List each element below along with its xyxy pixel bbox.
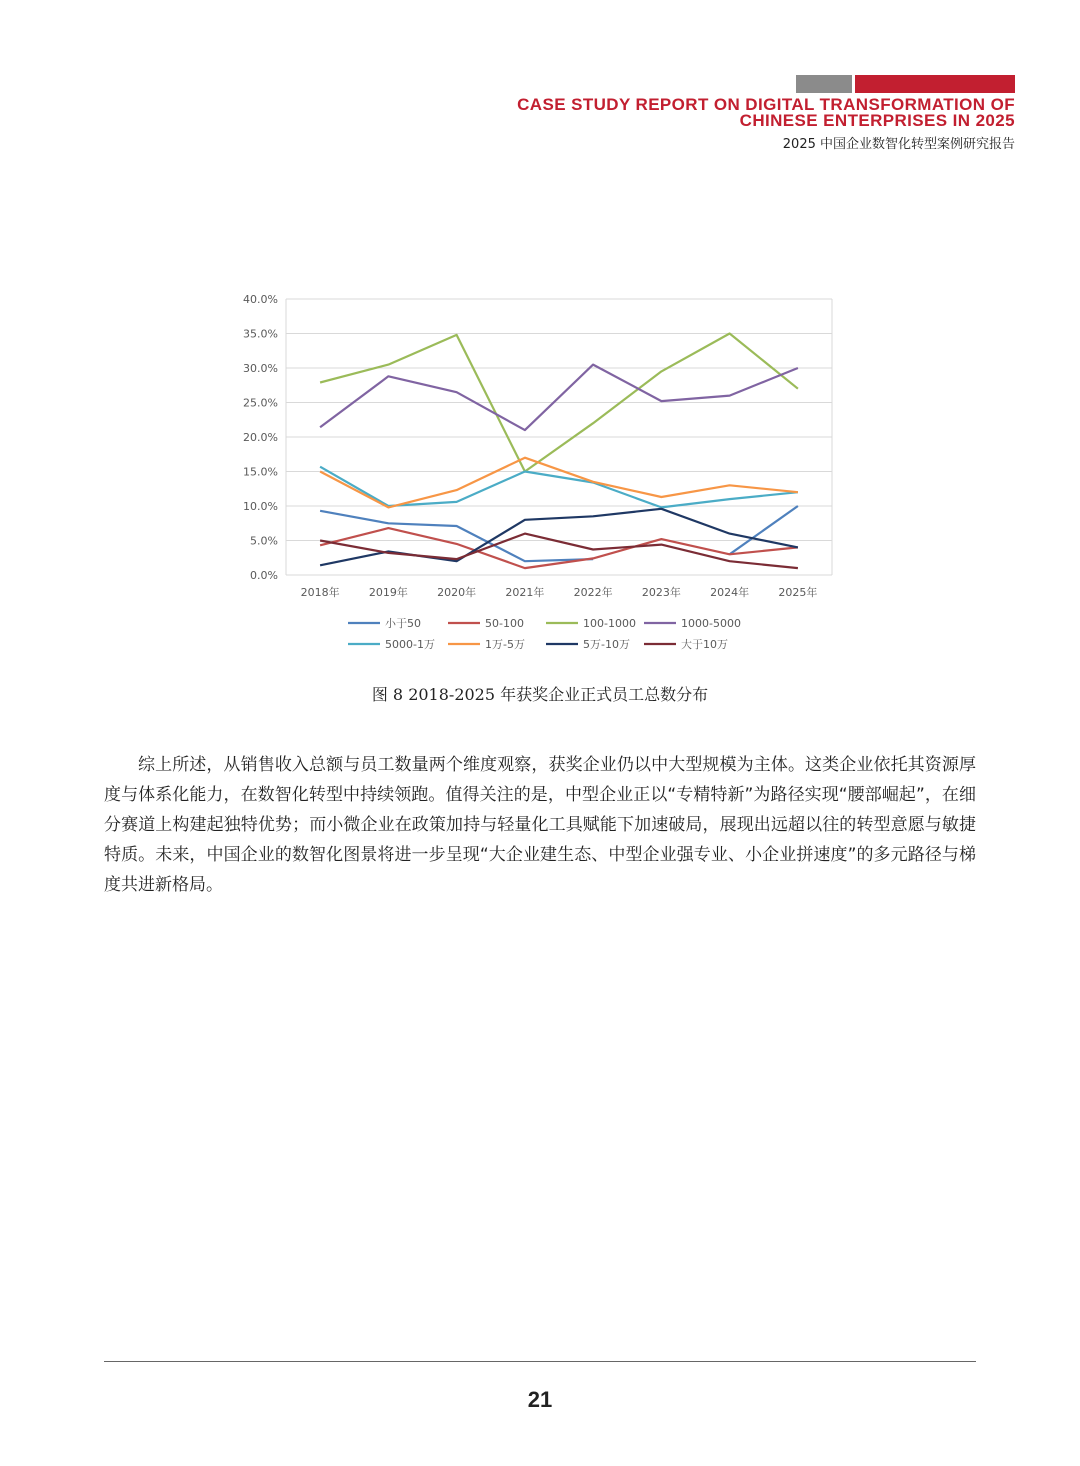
chart-series xyxy=(320,333,798,568)
x-tick-label: 2021年 xyxy=(505,586,545,599)
series-line xyxy=(730,506,798,554)
legend-item xyxy=(448,638,525,651)
series-4 xyxy=(320,467,798,508)
y-tick-label: 40.0% xyxy=(243,293,278,306)
figure-caption: 图 8 2018-2025 年获奖企业正式员工总数分布 xyxy=(371,685,709,704)
line-chart xyxy=(230,285,850,665)
legend-item xyxy=(546,617,636,630)
legend-item xyxy=(348,616,421,630)
header-title-cn: 2025 中国企业数智化转型案例研究报告 xyxy=(782,137,1015,152)
y-tick-label: 30.0% xyxy=(243,362,278,375)
header-bar-red xyxy=(855,75,1015,93)
x-tick-label: 2025年 xyxy=(778,586,818,599)
chart-legend xyxy=(348,616,741,651)
header-title-en-line1: CASE STUDY REPORT ON DIGITAL TRANSFORMATION OF xyxy=(517,95,1015,114)
series-line xyxy=(320,467,798,508)
x-tick-label: 2020年 xyxy=(437,586,477,599)
header-bar-gray xyxy=(796,75,852,93)
legend-item xyxy=(644,617,741,630)
body-paragraph: 综上所述，从销售收入总额与员工数量两个维度观察，获奖企业仍以中大型规模为主体。这类企业依托其资源厚度与体系化能力，在数智化转型中持续领跑。值得关注的是，中型企业正以“专精特新”为路径实现“腰部崛起”，在细分赛道上构建起独特优势；而小微企业在政策加持与轻量化工具赋能下加速破局，展现出远超以往的转型意愿与敏捷特质。未来，中国企业的数智化图景将进一步呈现“大企业建生态、中型企业强专业、小企业拼速度”的多元路径与梯度共进新格局。 xyxy=(104,755,976,895)
series-1 xyxy=(320,528,798,568)
x-axis-ticks xyxy=(301,585,818,599)
y-tick-label: 15.0% xyxy=(243,465,278,479)
x-tick-label: 2018年 xyxy=(300,586,340,599)
legend-label: 大于10万 xyxy=(681,638,728,651)
series-3 xyxy=(320,365,798,431)
legend-label: 小于50 xyxy=(385,617,421,630)
legend-label: 100-1000 xyxy=(583,617,636,630)
x-tick-label: 2023年 xyxy=(641,586,681,599)
legend-item xyxy=(348,638,435,651)
y-tick-label: 35.0% xyxy=(243,327,278,341)
y-tick-label: 0.0% xyxy=(250,569,278,582)
legend-label: 5万-10万 xyxy=(583,638,630,651)
x-tick-label: 2019年 xyxy=(368,586,408,599)
header-title-en xyxy=(517,97,1015,129)
legend-label: 1000-5000 xyxy=(681,617,741,630)
x-tick-label: 2024年 xyxy=(710,586,750,599)
series-line xyxy=(320,528,798,568)
legend-label: 5000-1万 xyxy=(385,638,435,651)
header-title-en-line2: CHINESE ENTERPRISES IN 2025 xyxy=(739,111,1015,130)
y-tick-label: 5.0% xyxy=(250,534,278,548)
legend-item xyxy=(448,617,524,630)
series-line xyxy=(320,365,798,431)
footer-divider xyxy=(104,1361,976,1362)
y-tick-label: 20.0% xyxy=(243,431,278,444)
series-line xyxy=(320,509,798,566)
x-tick-label: 2022年 xyxy=(573,586,613,599)
series-6 xyxy=(320,509,798,566)
y-tick-label: 25.0% xyxy=(243,396,278,410)
page-number: 21 xyxy=(527,1387,553,1412)
y-axis-ticks xyxy=(243,293,278,582)
legend-label: 1万-5万 xyxy=(485,638,525,651)
legend-item xyxy=(644,637,728,651)
y-tick-label: 10.0% xyxy=(243,500,278,513)
legend-item xyxy=(546,638,630,651)
legend-label: 50-100 xyxy=(485,617,524,630)
